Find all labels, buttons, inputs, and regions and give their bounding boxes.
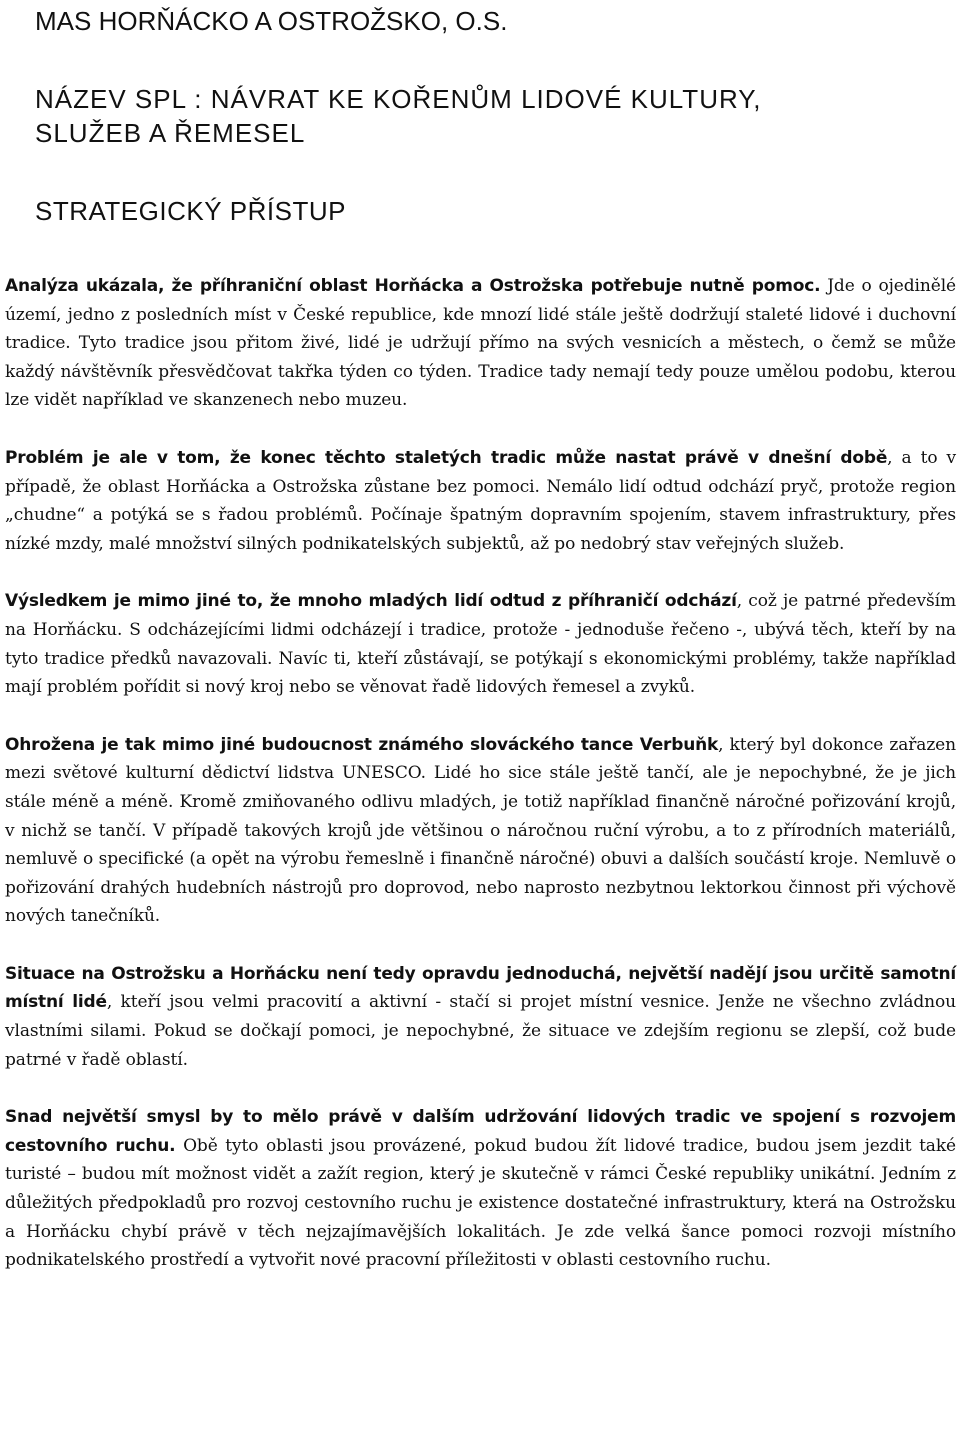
project-title-line-1: NÁZEV SPL : NÁVRAT KE KOŘENŮM LIDOVÉ KULTURY, <box>35 84 762 114</box>
paragraph-6 <box>5 1103 956 1275</box>
paragraph-body: Obě tyto oblasti jsou provázené, pokud budou žít lidové tradice, budou jsem jezdit také turisté – budou mít možnost vidět a zažít region, který je skutečně v rámci České republiky unikátní. Jedním z důležitých předpokladů pro rozvoj cestovního ruchu je existence dostatečné infrastruktury, která na Ostrožsku a Horňácku chybí právě v těch nejzajímavějších lokalitách. Je zde velká šance pomoci rozvoji místního podnikatelského prostředí a vytvořit nové pracovní příležitosti v oblasti cestovního ruchu. <box>5 1135 956 1271</box>
paragraph-body: , který byl dokonce zařazen mezi světové kulturní dědictví lidstva UNESCO. Lidé ho sice stále ještě tančí, ale je nepochybné, že je jich stále méně a méně. Kromě zmiňovaného odlivu mladých, je totiž například finančně náročné pořizování krojů, v nichž se tančí. V případě takových krojů jde většinou o náročnou ruční výrobu, a to z přírodních materiálů, nemluvě o specifické (a opět na výrobu řemeslně i finančně náročné) obuvi a dalších součástí kroje. Nemluvě o pořizování drahých hudebních nástrojů pro doprovod, nebo naprosto nezbytnou lektorkou činnost při výchově nových tanečníků. <box>5 734 956 927</box>
paragraph-body: , a to v případě, že oblast Horňácka a Ostrožska zůstane bez pomoci. Nemálo lidí odtud odchází pryč, protože region „chudne“ a potýká se s řadou problémů. Počínaje špatným dopravním spojením, stavem infrastruktury, přes nízké mzdy, malé množství silných podnikatelských subjektů, až po nedobrý stav veřejných služeb. <box>5 447 956 554</box>
paragraph-lead: Problém je ale v tom, že konec těchto staletých tradic může nastat právě v dnešní době <box>5 447 888 468</box>
paragraph-3 <box>5 587 956 701</box>
paragraph-lead: Snad největší smysl by to mělo právě v dalším udržování lidových tradic ve spojení s rozvojem cestovního ruchu. <box>5 1107 956 1156</box>
body-text <box>5 272 956 1275</box>
organization-title: MAS HORŇÁCKO A OSTROŽSKO, O.S. <box>35 6 508 36</box>
paragraph-lead: Situace na Ostrožsku a Horňácku není tedy opravdu jednoduchá, největší nadějí jsou určitě samotní místní lidé <box>5 963 956 1013</box>
paragraph-body: , kteří jsou velmi pracovití a aktivní - stačí si projet místní vesnice. Jenže ne všechno zvládnou vlastními silami. Pokud se dočkají pomoci, je nepochybné, že situace ve zdejším regionu se zlepší, což bude patrné v řadě oblastí. <box>5 992 956 1070</box>
paragraph-2 <box>5 444 956 558</box>
section-heading: STRATEGICKÝ PŘÍSTUP <box>35 196 346 226</box>
paragraph-body: Jde o ojedinělé území, jedno z posledních míst v České republice, kde mnozí lidé stále ještě dodržují staleté lidové i duchovní tradice. Tyto tradice jsou přitom živé, lidé je udržují přímo na svých vesnicích a městech, o čemž se může každý návštěvník přesvědčovat takřka týden co týden. Tradice tady nemají tedy pouze umělou podobu, kterou lze vidět například ve skanzenech nebo muzeu. <box>5 276 956 411</box>
paragraph-lead: Analýza ukázala, že příhraniční oblast Horňácka a Ostrožska potřebuje nutně pomoc. <box>5 276 821 296</box>
paragraph-4 <box>5 731 956 931</box>
project-title <box>5 82 956 150</box>
paragraph-body: , což je patrné především na Horňácku. S odcházejícími lidmi odcházejí i tradice, protože - jednoduše řečeno -, ubývá těch, kteří by na tyto tradice předků navazovali. Navíc ti, kteří zůstávají, se potýkají s ekonomickými problémy, takže například mají problém pořídit si nový kroj nebo se věnovat řadě lidových řemesel a zvyků. <box>5 591 956 698</box>
paragraph-1 <box>5 272 956 415</box>
paragraph-5 <box>5 960 956 1074</box>
paragraph-lead: Výsledkem je mimo jiné to, že mnoho mladých lidí odtud z příhraničí odchází <box>5 591 737 612</box>
paragraph-lead: Ohrožena je tak mimo jiné budoucnost známého slováckého tance Verbuňk <box>5 734 719 755</box>
project-title-line-2: SLUŽEB A ŘEMESEL <box>35 118 306 148</box>
